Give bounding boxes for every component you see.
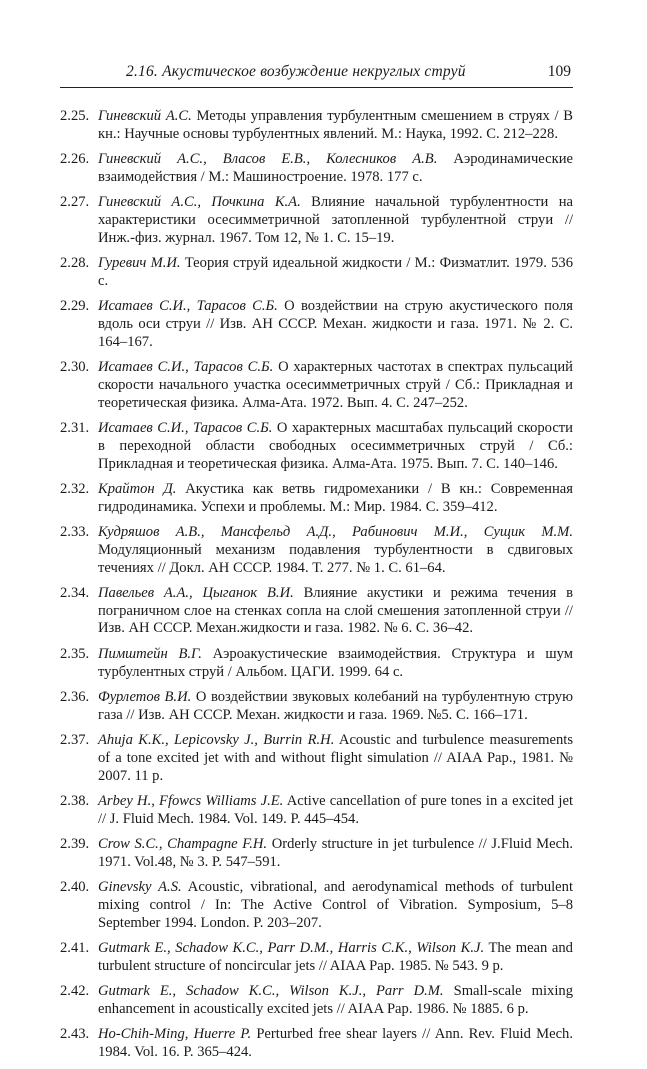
reference-text: Orderly structure in jet turbulence // J.Fluid Mech. 1971. Vol.48, № 3. P. 547–591. [98,835,574,870]
reference-item [60,194,573,247]
reference-text: Small-scale mixing enhancement in acoustically excited jets // AIAA Pap. 1986. № 1885. 6 p. [98,982,573,1017]
reference-number: 2.30. [60,359,90,376]
reference-number: 2.41. [60,939,90,956]
reference-authors: Гиневский А.С., Почкина К.А. [98,194,301,211]
reference-number: 2.33. [60,523,90,540]
reference-text: Perturbed free shear layers // Ann. Rev. Fluid Mech. 1984. Vol. 16. P. 365–424. [98,1026,573,1060]
reference-item [60,255,573,291]
reference-authors: Кудряшов А.В., Мансфельд А.Д., Рабинович М.И., Сущик М.М. [98,523,573,540]
reference-text: О характерных частотах в спектрах пульсаций скорости начального участка осесимметричных струй / Сб.: Прикладная и теоретическая физика. Алма-Ата. 1972. Вып. 4. С. 247–252. [98,359,573,411]
reference-text: Active cancellation of pure tones in a excited jet // J. Fluid Mech. 1984. Vol. 149. P. 445–454. [98,792,573,827]
reference-item [60,879,573,932]
reference-number: 2.39. [60,835,90,852]
reference-number: 2.43. [60,1026,90,1043]
reference-authors: Пимштейн В.Г. [98,645,202,662]
reference-text: О воздействии звуковых колебаний на турбулентную струю газа // Изв. АН СССР. Механ. жидкости и газа. 1969. №5. С. 166–171. [98,688,573,723]
reference-number: 2.32. [60,480,90,497]
reference-text: Аэродинамические взаимодействия / М.: Машиностроение. 1978. 177 с. [98,151,573,185]
reference-number: 2.36. [60,688,90,705]
reference-item [60,524,573,577]
reference-text: Теория струй идеальной жидкости / М.: Физматлит. 1979. 536 с. [98,255,573,289]
reference-item [60,940,573,976]
reference-item [60,836,573,872]
page-number: 109 [547,63,571,80]
reference-number: 2.38. [60,792,90,809]
reference-item [60,298,573,351]
reference-authors: Крайтон Д. [98,480,177,497]
page-header [60,63,573,88]
reference-item [60,151,573,187]
reference-text: О воздействии на струю акустического поля вдоль оси струи // Изв. АН СССР. Механ. жидкости и газа. 1971. № 2. С. 164–167. [98,298,573,350]
reference-text: Аэроакустические взаимодействия. Структура и шум турбулентных струй / Альбом. ЦАГИ. 1999. 64 с. [98,645,573,680]
reference-authors: Гиневский А.С. [98,108,192,124]
reference-number: 2.31. [60,419,90,436]
reference-number: 2.42. [60,982,90,999]
reference-authors: Arbey H., Ffowcs Williams J.E. [98,792,284,809]
reference-authors: Исатаев С.И., Тарасов С.Б. [98,419,273,436]
reference-item [60,359,573,412]
reference-text: Влияние акустики и режима течения в пограничном слое на стенках сопла на слой смешения затопленной струи // Изв. АН СССР. Механ.жидкости и газа. 1982. № 6. С. 36–42. [98,584,573,637]
reference-authors: Ahuja K.K., Lepicovsky J., Burrin R.H. [98,731,335,748]
reference-number: 2.37. [60,731,90,748]
reference-authors: Павельев А.А., Цыганок В.И. [98,584,294,601]
reference-item [60,585,573,638]
reference-text: Acoustic and turbulence measurements of a tone excited jet with and without flight simulation // AIAA Pap., 1981. № 2007. 11 p. [98,731,573,784]
reference-item [60,646,573,682]
reference-text: Акустика как ветвь гидромеханики / В кн.: Современная гидродинамика. Успехи и проблемы. М.: Мир. 1984. С. 359–412. [98,480,573,515]
reference-authors: Ho-Chih-Ming, Huerre P. [98,1026,252,1043]
running-title: 2.16. Акустическое возбуждение некруглых струй [126,63,466,80]
reference-item [60,793,573,829]
reference-authors: Исатаев С.И., Тарасов С.Б. [98,359,274,376]
reference-authors: Crow S.C., Champagne F.H. [98,835,268,852]
reference-item [60,1026,573,1062]
reference-authors: Исатаев С.И., Тарасов С.Б. [98,298,278,315]
reference-number: 2.34. [60,584,90,601]
reference-authors: Gutmark E., Schadow K.C., Wilson K.J., Parr D.M. [98,982,444,999]
reference-item [60,689,573,725]
reference-text: Модуляционный механизм подавления турбулентности в сдвиговых течениях // Докл. АН СССР. 1984. Т. 277. № 1. С. 61–64. [98,541,573,576]
reference-item [60,983,573,1019]
reference-number: 2.29. [60,298,90,315]
reference-authors: Гуревич М.И. [98,255,181,272]
reference-text: Методы управления турбулентным смешением в струях / В кн.: Научные основы турбулентных явлений. М.: Наука, 1992. С. 212–228. [98,108,573,142]
reference-item [60,420,573,473]
reference-number: 2.28. [60,255,90,272]
reference-item [60,732,573,785]
reference-item [60,481,573,517]
reference-text: The mean and turbulent structure of noncircular jets // AIAA Pap. 1985. № 543. 9 p. [98,939,573,974]
reference-authors: Гиневский А.С., Власов Е.В., Колесников А.В. [98,151,438,168]
reference-number: 2.27. [60,194,90,211]
reference-number: 2.35. [60,645,90,662]
reference-list [60,108,573,1069]
reference-number: 2.40. [60,878,90,895]
reference-item [60,108,573,144]
reference-number: 2.26. [60,151,90,168]
reference-text: О характерных масштабах пульсаций скорости в переходной области свободных осесимметричных струй / Сб.: Прикладная и теоретическая физика. Алма-Ата. 1975. Вып. 7. С. 140–146. [98,419,573,472]
reference-authors: Ginevsky A.S. [98,878,182,895]
reference-text: Acoustic, vibrational, and aerodynamical methods of turbulent mixing control / In: The Active Control of Vibration. Symposium, 5–8 September 1994. London. P. 203–207. [98,878,573,931]
reference-authors: Gutmark E., Schadow K.C., Parr D.M., Harris C.K., Wilson K.J. [98,939,485,956]
reference-authors: Фурлетов В.И. [98,688,192,705]
reference-number: 2.25. [60,108,90,124]
reference-text: Влияние начальной турбулентности на характеристики осесимметричной затопленной турбулентной струи // Инж.-физ. журнал. 1967. Том 12, № 1. С. 15–19. [98,194,573,246]
